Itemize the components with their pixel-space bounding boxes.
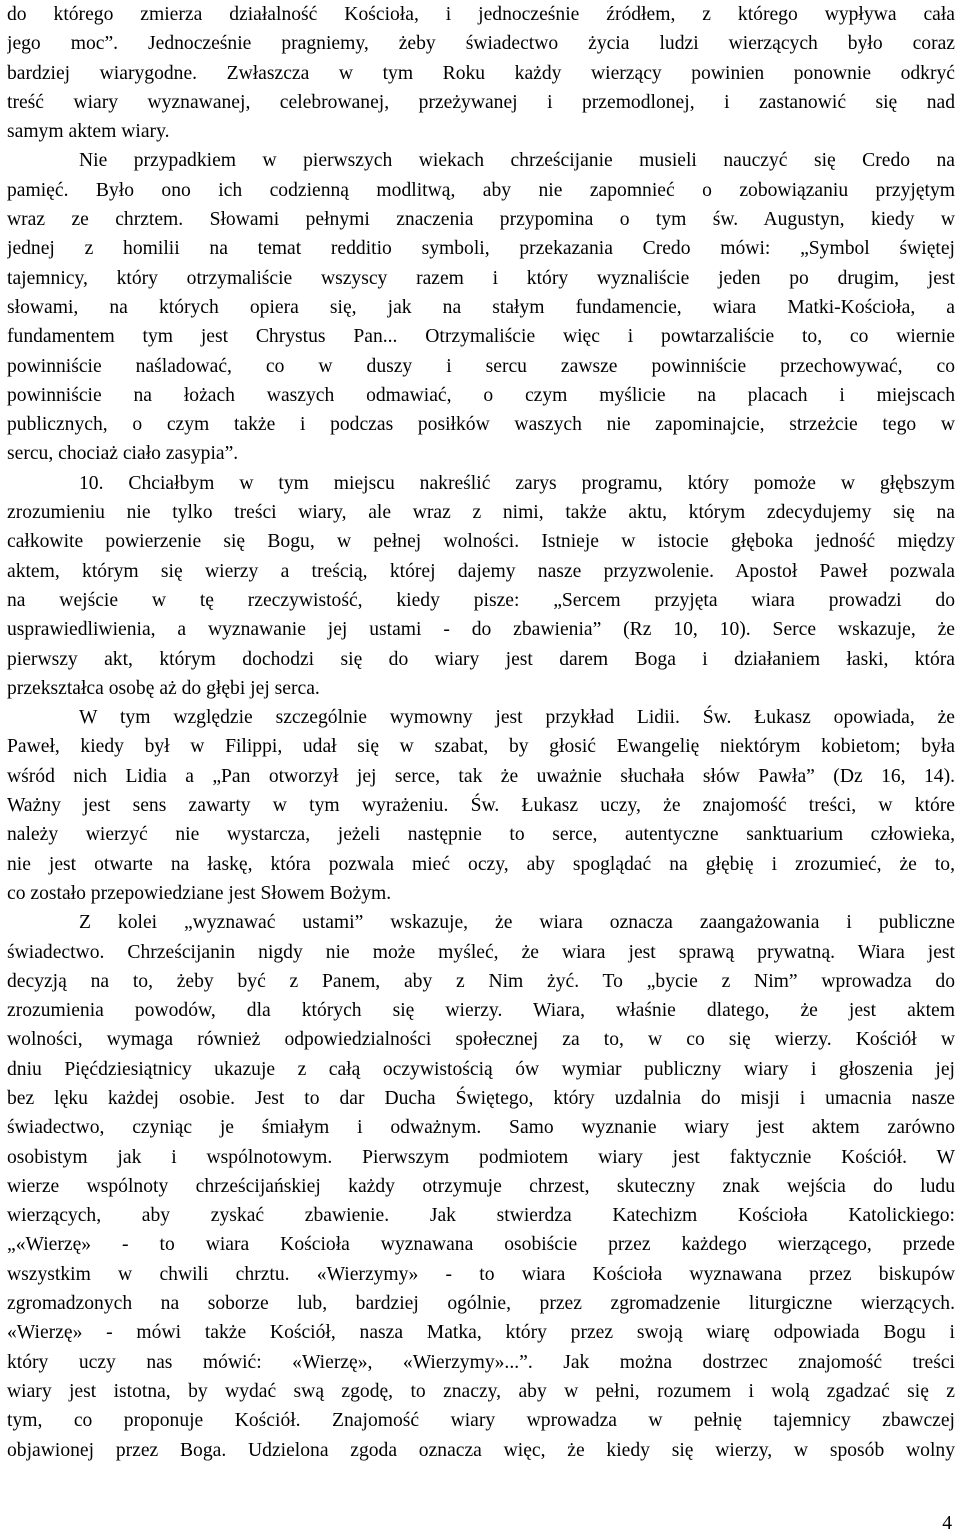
text-line: świadectwo. Chrześcijanin nigdy nie może myśleć, że wiara jest sprawą prywatną. Wiara jest bbox=[7, 941, 955, 963]
text-line: do którego zmierza działalność Kościoła, i jednocześnie źródłem, z którego wypływa cała bbox=[7, 4, 955, 25]
text-line: bardziej wiarygodne. Zwłaszcza w tym Roku każdy wierzący powinien ponownie odkryć bbox=[7, 62, 955, 84]
text-line: dniu Pięćdziesiątnicy ukazuje z całą oczywistością ów wymiar publiczny wiary i głoszenia jej bbox=[7, 1058, 955, 1080]
text-line: sercu, chociaż ciało zasypia”. bbox=[7, 443, 239, 465]
text-line: 10. Chciałbym w tym miejscu nakreślić zarys programu, który pomoże w głębszym bbox=[79, 472, 955, 494]
text-line: objawionej przez Boga. Udzielona zgoda oznacza więc, że kiedy się wierzy, w sposób wolny bbox=[7, 1439, 955, 1461]
text-line: «Wierzę» - mówi także Kościół, nasza Matka, który przez swoją wiarę odpowiada Bogu i bbox=[7, 1322, 955, 1344]
text-line: aktem, którym się wierzy a treścią, której dajemy nasze przyzwolenie. Apostoł Paweł pozwala bbox=[7, 560, 955, 582]
text-line: który uczy nas mówić: «Wierzę», «Wierzymy»...”. Jak można dostrzec znajomość treści bbox=[7, 1351, 955, 1373]
document-body bbox=[7, 0, 955, 1465]
text-line: usprawiedliwienia, a wyznawanie jej ustami - do zbawienia” (Rz 10, 10). Serce wskazuje, że bbox=[7, 619, 955, 641]
text-line: fundamentem tym jest Chrystus Pan... Otrzymaliście więc i powtarzaliście to, co wiernie bbox=[7, 326, 955, 348]
text-line: samym aktem wiary. bbox=[7, 121, 170, 143]
text-line: zgromadzonych na soborze lub, bardziej ogólnie, przez zgromadzenie liturgiczne wierzących. bbox=[7, 1293, 955, 1315]
text-line: zrozumieniu nie tylko treści wiary, ale wraz z nimi, także aktu, którym zdecydujemy się na bbox=[7, 502, 955, 524]
text-line: wierze wspólnoty chrześcijańskiej każdy otrzymuje chrzest, skuteczny znak wejścia do ludu bbox=[7, 1175, 955, 1197]
text-line: treść wiary wyznawanej, celebrowanej, przeżywanej i przemodlonej, i zastanowić się nad bbox=[7, 91, 955, 113]
page-number: 4 bbox=[942, 1513, 952, 1534]
text-line: wśród nich Lidia a „Pan otworzył jej serce, tak że uważnie słuchała słów Pawła” (Dz 16, 14). bbox=[7, 765, 955, 787]
text-line: jednej z homilii na temat redditio symboli, przekazania Credo mówi: „Symbol świętej bbox=[7, 238, 955, 260]
text-line: jego moc”. Jednocześnie pragniemy, żeby świadectwo życia ludzi wierzących było coraz bbox=[7, 33, 955, 55]
text-line: co zostało przepowiedziane jest Słowem Bożym. bbox=[7, 882, 392, 904]
text-line: należy wierzyć nie wystarcza, jeżeli następnie to serce, autentyczne sanktuarium człowieka, bbox=[7, 824, 955, 846]
text-line: świadectwo, czyniąc je śmiałym i odważnym. Samo wyznanie wiary jest aktem zarówno bbox=[7, 1117, 955, 1139]
text-line: wszystkim w chwili chrztu. «Wierzymy» - to wiara Kościoła wyznawana przez biskupów bbox=[7, 1263, 955, 1285]
text-line: Nie przypadkiem w pierwszych wiekach chrześcijanie musieli nauczyć się Credo na bbox=[79, 150, 955, 172]
text-line: bez lęku każdej osobie. Jest to dar Ducha Świętego, który uzdalnia do misji i umacnia nasze bbox=[7, 1087, 955, 1109]
text-line: W tym względzie szczególnie wymowny jest przykład Lidii. Św. Łukasz opowiada, że bbox=[79, 707, 955, 729]
text-line: przekształca osobę aż do głębi jej serca. bbox=[7, 677, 320, 699]
text-line: wolności, wymaga również odpowiedzialności społecznej za to, w co się wierzy. Kościół w bbox=[7, 1029, 955, 1051]
text-line: nie jest otwarte na łaskę, która pozwala mieć oczy, aby spoglądać na głębię i zrozumieć, że to, bbox=[7, 853, 955, 875]
text-line: publicznych, o czym także i podczas posiłków waszych nie zapominajcie, strzeżcie tego w bbox=[7, 414, 955, 436]
text-line: zrozumienia powodów, dla których się wierzy. Wiara, właśnie dlatego, że jest aktem bbox=[7, 1000, 955, 1022]
text-line: „«Wierzę» - to wiara Kościoła wyznawana osobiście przez każdego wierzącego, przede bbox=[7, 1234, 955, 1256]
text-line: Z kolei „wyznawać ustami” wskazuje, że wiara oznacza zaangażowania i publiczne bbox=[79, 912, 955, 934]
text-line: wierzących, aby zyskać zbawienie. Jak stwierdza Katechizm Kościoła Katolickiego: bbox=[7, 1205, 955, 1227]
text-line: decyzją na to, żeby być z Panem, aby z Nim żyć. To „bycie z Nim” wprowadza do bbox=[7, 970, 955, 992]
text-line: Ważny jest sens zawarty w tym wyrażeniu. Św. Łukasz uczy, że znajomość treści, w które bbox=[7, 795, 955, 817]
text-line: całkowite powierzenie się Bogu, w pełnej wolności. Istnieje w istocie głęboka jedność między bbox=[7, 531, 955, 553]
text-line: wraz ze chrztem. Słowami pełnymi znaczenia przypomina o tym św. Augustyn, kiedy w bbox=[7, 209, 955, 231]
text-line: wiary jest istotna, by wydać swą zgodę, to znaczy, aby w pełni, rozumem i wolą zgadzać się z bbox=[7, 1380, 955, 1402]
text-line: osobistym jak i wspólnotowym. Pierwszym podmiotem wiary jest faktycznie Kościół. W bbox=[7, 1146, 955, 1168]
text-line: pierwszy akt, którym dochodzi się do wiary jest darem Boga i działaniem łaski, która bbox=[7, 648, 955, 670]
text-line: Paweł, kiedy był w Filippi, udał się w szabat, by głosić Ewangelię niektórym kobietom; była bbox=[7, 736, 955, 758]
text-line: pamięć. Było ono ich codzienną modlitwą, aby nie zapomnieć o zobowiązaniu przyjętym bbox=[7, 179, 955, 201]
text-line: tym, co proponuje Kościół. Znajomość wiary wprowadza w pełnię tajemnicy zbawczej bbox=[7, 1410, 955, 1432]
text-line: powinniście na łożach waszych odmawiać, o czym myślicie na placach i miejscach bbox=[7, 384, 955, 406]
text-line: na wejście w tę rzeczywistość, kiedy pisze: „Sercem przyjęta wiara prowadzi do bbox=[7, 589, 955, 611]
text-line: słowami, na których opiera się, jak na stałym fundamencie, wiara Matki-Kościoła, a bbox=[7, 296, 955, 318]
text-line: tajemnicy, który otrzymaliście wszyscy razem i który wyznaliście jeden po drugim, jest bbox=[7, 267, 955, 289]
text-line: powinniście naśladować, co w duszy i sercu zawsze powinniście przechowywać, co bbox=[7, 355, 955, 377]
